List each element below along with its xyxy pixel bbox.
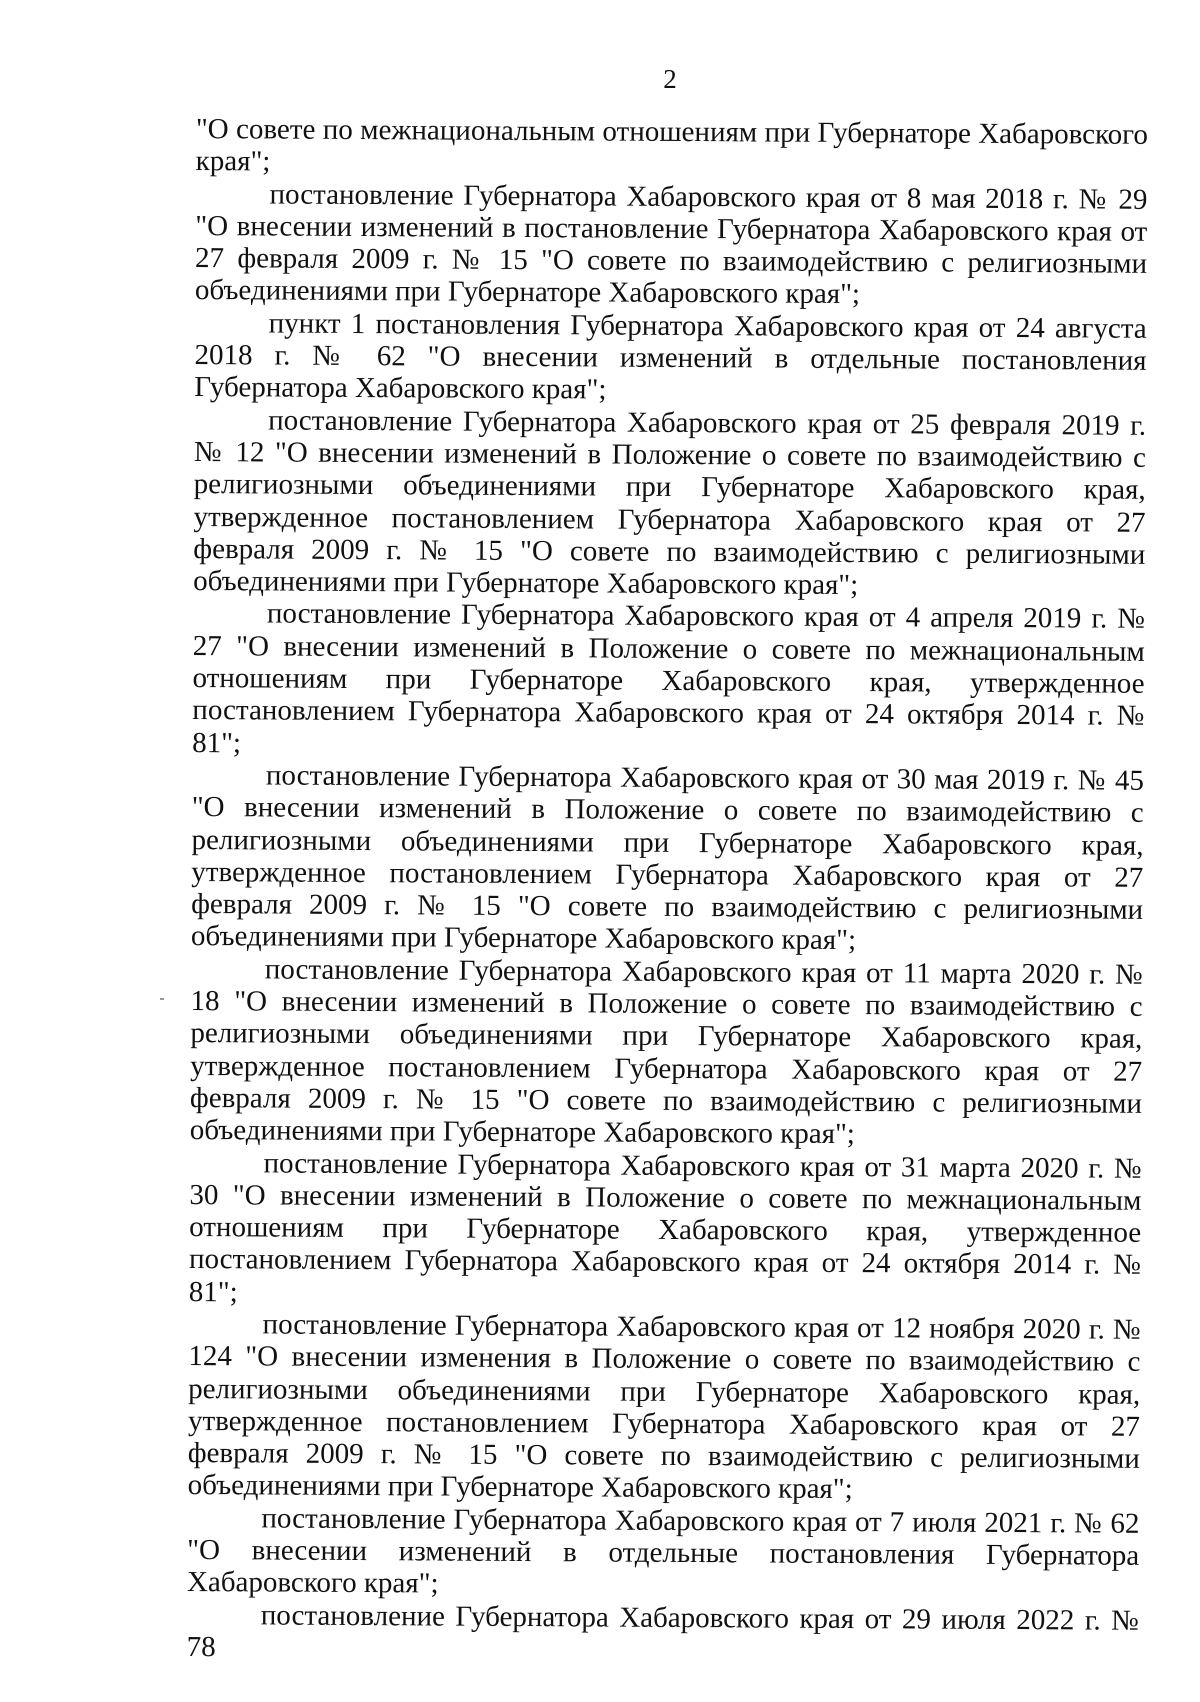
paragraph-11: постановление Губернатора Хабаровского края от 29 июля 2022 г. № 78 <box>186 1599 1139 1664</box>
paragraph-2: постановление Губернатора Хабаровского края от 8 мая 2018 г. № 29 "О внесении изменений в постановление Губернатора Хабаровского края от 27 февраля 2009 г. № 15 "О совете по взаимодействию с религиозными объединениями при Губернаторе Хабаровского края"; <box>194 178 1148 311</box>
page-number: 2 <box>663 64 677 94</box>
scan-artifact-mark <box>160 998 164 1000</box>
paragraph-9: постановление Губернатора Хабаровского края от 12 ноября 2020 г. № 124 "О внесении изменения в Положение о совете по взаимодействию с религиозными объединениями при Губернаторе Хабаровского края, утвержденное постановлением Губернатора Хабаровского края от 27 февраля 2009 г. № 15 "О совете по взаимодействию с религиозными объединениями при Губернаторе Хабаровского края"; <box>187 1308 1141 1506</box>
paragraph-3: пункт 1 постановления Губернатора Хабаровского края от 24 августа 2018 г. № 62 "О внесении изменений в отдельные постановления Губернатора Хабаровского края"; <box>194 307 1147 406</box>
paragraph-7: постановление Губернатора Хабаровского края от 11 марта 2020 г. № 18 "О внесении изменений в Положение о совете по взаимодействию с религиозными объединениями при Губернаторе Хабаровского края, утвержденное постановлением Губернатора Хабаровского края от 27 февраля 2009 г. № 15 "О совете по взаимодействию с религиозными объединениями при Губернаторе Хабаровского края"; <box>189 953 1143 1151</box>
paragraph-8: постановление Губернатора Хабаровского края от 31 марта 2020 г. № 30 "О внесении изменений в Положение о совете по межнациональным отношениям при Губернаторе Хабаровского края, утвержденное постановлением Губернатора Хабаровского края от 24 октября 2014 г. № 81"; <box>188 1146 1142 1308</box>
paragraph-1: "О совете по межнациональным отношениям при Губернаторе Хабаровского края"; <box>195 113 1148 178</box>
document-body <box>187 113 1148 1669</box>
paragraph-10: постановление Губернатора Хабаровского края от 7 июля 2021 г. № 62 "О внесении изменений в отдельные постановления Губернатора Хабаровского края"; <box>186 1502 1140 1600</box>
paragraph-4: постановление Губернатора Хабаровского края от 25 февраля 2019 г. № 12 "О внесении изменений в Положение о совете по взаимодействию с религиозными объединениями при Губернаторе Хабаровского края, утвержденное постановлением Губернатора Хабаровского края от 27 февраля 2009 г. № 15 "О совете по взаимодействию с религиозными объединениями при Губернаторе Хабаровского края"; <box>193 404 1147 602</box>
paragraph-6: постановление Губернатора Хабаровского края от 30 мая 2019 г. № 45 "О внесении изменений в Положение о совете по взаимодействию с религиозными объединениями при Губернаторе Хабаровского края, утвержденное постановлением Губернатора Хабаровского края от 27 февраля 2009 г. № 15 "О совете по взаимодействию с религиозными объединениями при Губернаторе Хабаровского края"; <box>190 759 1145 957</box>
paragraph-5: постановление Губернатора Хабаровского края от 4 апреля 2019 г. № 27 "О внесении изменений в Положение о совете по межнациональным отношениям при Губернаторе Хабаровского края, утвержденное постановлением Губернатора Хабаровского края от 24 октября 2014 г. № 81"; <box>192 597 1146 759</box>
